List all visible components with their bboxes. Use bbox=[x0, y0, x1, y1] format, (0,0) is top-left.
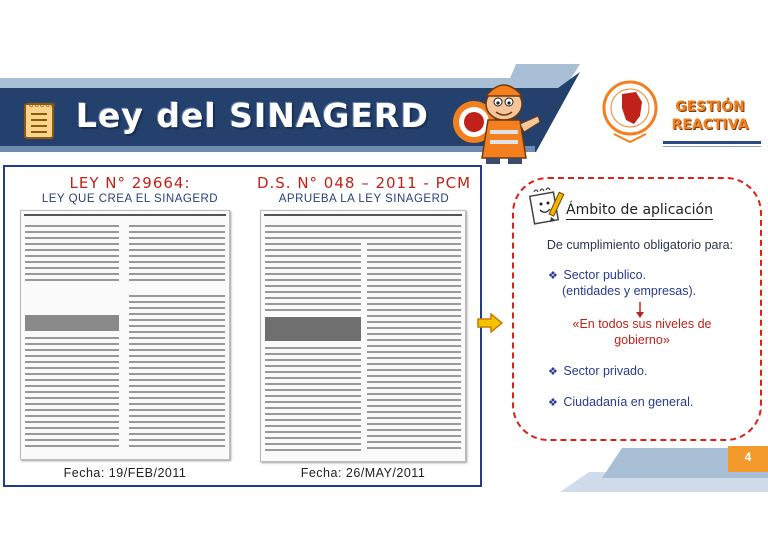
diamond-bullet-icon: ❖ bbox=[548, 270, 558, 282]
logo-underline-thin bbox=[663, 146, 761, 147]
page-number: 4 bbox=[744, 450, 752, 464]
mascot-illustration bbox=[446, 74, 546, 166]
scope-item-citizens-label: Ciudadanía en general. bbox=[563, 395, 694, 409]
scope-item-public-sector bbox=[548, 268, 646, 282]
decree-document-thumbnail bbox=[260, 210, 466, 462]
logo-wordmark bbox=[660, 98, 760, 134]
scope-item-private-label: Sector privado. bbox=[563, 364, 648, 378]
document-icon: ooooo bbox=[24, 103, 54, 139]
decree-title: D.S. N° 048 – 2011 - PCM bbox=[256, 174, 472, 192]
decree-subtitle: APRUEBA LA LEY SINAGERD bbox=[278, 193, 450, 205]
scope-item-public-detail: (entidades y empresas). bbox=[562, 284, 697, 298]
logo-line-2: REACTIVA bbox=[671, 117, 749, 133]
law-subtitle: LEY QUE CREA EL SINAGERD bbox=[41, 193, 219, 205]
arrow-right-icon bbox=[477, 313, 503, 333]
scope-item-citizens bbox=[548, 395, 693, 409]
diamond-bullet-icon: ❖ bbox=[548, 397, 558, 409]
scope-highlight: «En todos sus niveles de gobierno» bbox=[572, 317, 712, 347]
scope-intro: De cumplimiento obligatorio para: bbox=[546, 238, 734, 252]
diamond-bullet-icon: ❖ bbox=[548, 366, 558, 378]
logo-underline bbox=[663, 141, 761, 144]
law-document-thumbnail bbox=[20, 210, 230, 460]
decree-date: Fecha: 26/MAY/2011 bbox=[300, 466, 426, 480]
notepad-pencil-icon bbox=[528, 186, 566, 226]
scope-item-public-label: Sector publico. bbox=[563, 268, 647, 282]
page-title: Ley del SINAGERD bbox=[76, 96, 429, 135]
law-date: Fecha: 19/FEB/2011 bbox=[63, 466, 187, 480]
law-title: LEY N° 29664: bbox=[69, 174, 191, 192]
indeci-logo bbox=[600, 72, 660, 148]
logo-line-1: GESTIÓN bbox=[675, 99, 745, 115]
scope-title: Ámbito de aplicación bbox=[566, 202, 713, 218]
scope-item-private-sector bbox=[548, 364, 647, 378]
